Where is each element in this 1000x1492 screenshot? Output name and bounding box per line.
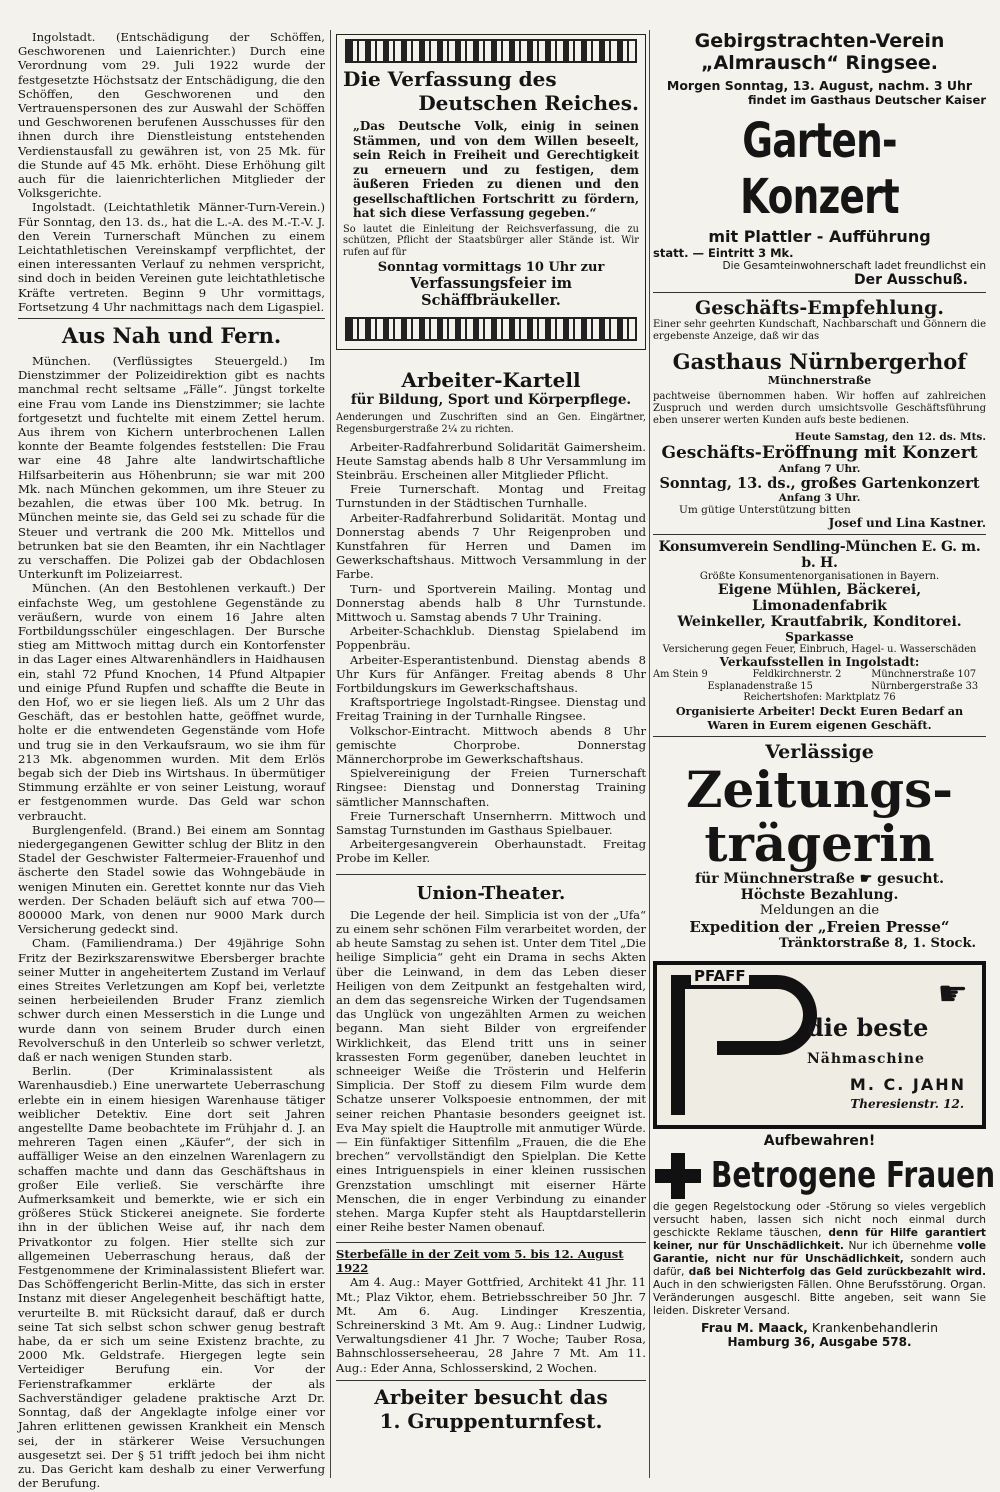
verein-date: Morgen Sonntag, 13. August, nachm. 3 Uhr xyxy=(666,78,973,93)
einladung-line: Die Gesamteinwohnerschaft ladet freundlichst ein xyxy=(722,260,986,272)
divider xyxy=(336,1380,646,1381)
article-ingolstadt-leichtathletik: Ingolstadt. (Leichtathletik Männer-Turn-Verein.) Für Sonntag, den 13. ds., hat die L.-A. des M.-T.-V. J. den Verein Turnerschaft München zu einem Leichtathletischen Vereinskampf verpflichtet, der einen interessanten Verlauf zu nehmen verspricht, sind doch in beiden Vereinen gute leichtathletische Kräfte vertreten. Beginn 9 Uhr vormittags, Fortsetzung 4 Uhr nachmittags nach dem Ligaspiel. xyxy=(18,200,325,314)
divider xyxy=(653,534,986,535)
betrogene-frauen-ad xyxy=(653,1132,996,1349)
list-item: Arbeiter-Schachklub. Dienstag Spielabend im Poppenbräu. xyxy=(336,624,646,653)
list-item: Turn- und Sportverein Mailing. Montag und Donnerstag abends halb 8 Uhr Turnstunde. Mittwoch u. Samstag abends 7 Uhr Training. xyxy=(336,581,646,625)
gesucht-line: für Münchnerstraße ☛ gesucht. xyxy=(695,870,944,887)
sterbefaelle-text: Am 4. Aug.: Mayer Gottfried, Architekt 41 Jhr. 11 Mt.; Plaz Viktor, ehem. Betriebsschreiber 50 Jhr. 7 Mt. Am 6. Aug. Lindinger Kreszentia, Schreinerskind 3 Mt. Am 9. Aug.: Lindner Ludwig, Verwaltungsdiener 41 Jhr. 7 Woche; Tauber Rosa, Bahnschlosserseheerau, 28 Jahre 7 Mt. Am 11. Aug.: Eder Anna, Schlosserskind, 2 Wochen. xyxy=(336,1275,646,1375)
list-item: Arbeiter-Esperantistenbund. Dienstag abends 8 Uhr Kurs für Anfänger. Freitag abends 8 Uhr Fortbildungskurs im Gewerkschaftshaus. xyxy=(336,652,646,696)
pacht-text: pachtweise übernommen haben. Wir hoffen auf zahlreichen Zuspruch und werden durch umsichtsvolle Geschäftsführung eben unserer werten Kunden aufs beste bedienen. xyxy=(653,391,986,426)
kartell-list xyxy=(336,440,646,866)
list-item: Feldkirchnerstr. 2 xyxy=(752,669,842,680)
list-item: Arbeiter-Radfahrerbund Solidarität. Montag und Donnerstag abends 7 Uhr Reigenproben und Kunstfahren für Herren und Damen im Gewerkschaftshaus. Mittwoch Versammlung in der Farbe. xyxy=(336,510,646,582)
divider xyxy=(653,736,986,737)
verein-place: findet im Gasthaus Deutscher Kaiser xyxy=(748,93,986,107)
article-muenchen-bestohlenen: München. (An den Bestohlenen verkauft.) Der einfachste Weg, um gestohlene Gegenstände zu veräußern, wurde von einem 16 Jahre alten Fortbildungsschüler eingeschlagen. Der Bursche stieg am Mittwoch mittag durch ein Kontorfenster in das Lager eines Altwarenhändlers in Haidhausen ein, stahl 72 Pfund Knochen, 14 Pfund Altpapier und einige Pfund Rupfen und schaffte die Beute in den Hof, wo er sie liegen ließ. Als um 2 Uhr das Geschäft, das er bestohlen hatte, geöffnet wurde, holte er die entwendeten Gegenstände vom Hofe und trug sie in den Verkaufsraum, wo sie ihm für 213 Mk. abgenommen wurden. Mit dem Erlös begab sich der Dieb ins Wirtshaus. In übermütiger Stimmung erzählte er von seiner Leistung, worauf er festgenommen wurde. Das Geld war schon verbraucht. xyxy=(18,581,325,823)
betrogene-frauen-title: Betrogene Frauen xyxy=(711,1155,996,1196)
ads-column-right xyxy=(653,30,996,1482)
kartell-subtitle: für Bildung, Sport und Körperpflege. xyxy=(350,392,632,408)
list-item: Reichertshofen: Marktplatz 76 xyxy=(743,692,896,703)
traegerin-headline: trägerin xyxy=(704,813,935,873)
verfassung-ad xyxy=(336,34,646,350)
expedition-address: Tränktorstraße 8, 1. Stock. xyxy=(779,935,976,951)
list-item: Volkschor-Eintracht. Mittwoch abends 8 Uhr gemischte Chorprobe. Donnerstag Männerchorprobe im Gewerkschaftshaus. xyxy=(336,723,646,767)
article-ingolstadt-schoeffen: Ingolstadt. (Entschädigung der Schöffen, Geschworenen und Laienrichter.) Durch eine Verordnung vom 29. Juli 1922 wurde der festgesetzte Höchstsatz der Entschädigung, die den Schöffen, den Geschworenen und den Vertrauenspersonen des zur Auswahl der Schöffen und Geschworenen berufenen Ausschusses für den ihnen durch ihre Dienstleistung entstehenden Verdienstausfall zu gewähren ist, von 25 Mk. für die Stunde auf 45 Mk. erhöht. Diese Erhöhung gilt auch für die laienrichterlichen Mitglieder der Volksgerichte. xyxy=(18,30,325,201)
eintritt-line: statt. — Eintritt 3 Mk. xyxy=(653,246,794,260)
kartell-note: Aenderungen und Zuschriften sind an Gen. Eingärtner, Regensburgerstraße 2¹⁄₄ zu richten. xyxy=(336,412,646,435)
organisiert-line-1: Organisierte Arbeiter! Deckt Euren Bedarf an xyxy=(675,703,964,718)
list-item: Freie Turnerschaft. Montag und Freitag Turnstunden in der Städtischen Turnhalle. xyxy=(336,482,646,511)
list-item: Münchnerstraße 107 xyxy=(871,669,977,680)
turnfest-line-2: 1. Gruppenturnfest. xyxy=(379,1408,603,1433)
kartell-title: Arbeiter-Kartell xyxy=(401,368,581,392)
union-theater-title: Union-Theater. xyxy=(416,882,566,904)
verfassung-title-2: Deutschen Reiches. xyxy=(418,91,639,115)
geschaefts-empfehlung-title: Geschäfts-Empfehlung. xyxy=(695,297,944,319)
verkaufsstellen-list xyxy=(653,669,986,704)
verkaufsstellen-title: Verkaufsstellen in Ingolstadt: xyxy=(719,655,920,669)
article-burglengenfeld: Burglengenfeld. (Brand.) Bei einem am Sonntag niedergegangenen Gewitter schlug der Blitz in den Stadel der Geschwister Faltermeier-Frauenhof und äscherte den Stadel sowie das Wohngebäude in wenigen Minuten ein. Gerettet konnte nur das Vieh werden. Der Schaden beläuft sich auf etwa 700—800000 Mark, von denen nur 9000 Mark durch Versicherung gedeckt sind. xyxy=(18,822,325,937)
betrogene-text: die gegen Regelstockung oder -Störung so vieles vergeblich versucht haben, lassen sich nicht noch einmal durch geschickte Reklame täuschen, denn für Hilfe garantiert keiner, nur für Unschädlichkeit. Nur ich übernehme volle Garantie, nicht nur für Unschädlichkeit, sondern auch dafür, daß bei Nichterfolg das Geld zurückbezahlt wird. Auch in den schwierigsten Fällen. Ohne Berufsstörung. Organ. Veränderungen ausgeschl. Bitte angeben, seit wann Sie leiden. Diskreter Versand. xyxy=(653,1200,987,1317)
sterbefaelle-title: Sterbefälle in der Zeit vom 5. bis 12. August 1922 xyxy=(336,1247,624,1276)
pfaff-naehmaschine: Nähmaschine xyxy=(807,1050,925,1067)
pfaff-p-bowl xyxy=(717,975,817,1055)
gasthaus-name: Gasthaus Nürnbergerhof xyxy=(672,349,967,374)
verein-title-2: „Almrausch“ Ringsee. xyxy=(701,52,938,74)
list-item: Spielvereinigung der Freien Turnerschaft Ringsee: Dienstag und Donnerstag Training sämtlicher Mannschaften. xyxy=(336,766,646,809)
list-item: Esplanadenstraße 15 xyxy=(707,680,813,692)
konsumverein-title: Konsumverein Sendling-München E. G. m. b. H. xyxy=(658,539,981,571)
garten-konzert-headline: Garten-Konzert xyxy=(740,113,899,225)
ausschuss-signature: Der Ausschuß. xyxy=(854,272,968,288)
verfassung-time: Sonntag vormittags 10 Uhr zur xyxy=(377,260,605,275)
organisiert-line-2: Waren in Eurem eigenen Geschäft. xyxy=(707,717,932,732)
plattler-line: mit Plattler - Aufführung xyxy=(708,227,931,246)
news-column-left xyxy=(18,30,325,1491)
heute-samstag: Heute Samstag, den 12. ds. Mts. xyxy=(795,431,986,443)
konsumverein-versicherung: Versicherung gegen Feuer, Einbruch, Hagel- u. Wasserschäden xyxy=(662,644,977,655)
ornament-border-bottom xyxy=(345,317,637,341)
section-heading: Aus Nah und Fern. xyxy=(61,323,282,349)
anfang-3: Anfang 3 Uhr. xyxy=(778,492,861,504)
divider xyxy=(336,874,646,875)
maack-address: Hamburg 36, Ausgabe 578. xyxy=(727,1334,912,1349)
list-item: Am Stein 9 xyxy=(653,669,708,680)
maack-line: Frau M. Maack, Krankenbehandlerin xyxy=(701,1319,938,1335)
article-cham: Cham. (Familiendrama.) Der 49jährige Sohn Fritz der Bezirkszarenswitwe Ebersberger brachte seiner Mutter in angeheitertem Zustand im Verlauf eines Streites Verletzungen am Kopf bei, verletzte seinen herbeieilenden Bruder Franz ziemlich schwer durch einen Messerstich in die Lunge und wurde dann von seinem Bruder durch einen Revolverschuß in den Unterleib so schwer verletzt, daß er nach wenigen Stunden starb. xyxy=(18,936,325,1065)
verlaessige: Verlässige xyxy=(765,740,874,763)
anfang-7: Anfang 7 Uhr. xyxy=(778,463,861,475)
list-item: Arbeitergesangverein Oberhaunstadt. Freitag Probe im Keller. xyxy=(336,837,646,866)
news-column-middle xyxy=(336,30,646,1482)
gasthaus-street: Münchnerstraße xyxy=(767,374,872,387)
article-muenchen-steuergeld: München. (Verflüssigtes Steuergeld.) Im Dienstzimmer der Polizeidirektion gibt es nachts manchmal recht seltsame „Fälle“. Jüngst torkelte eine Frau vom Lande ins Dienstzimmer; sie lachte fortgesetzt und fuchtelte mit einem Zettel herum. Aus ihrem von Kichern unterbrochenen Lallen konnte der Beamte folgendes feststellen: Die Frau war eine 48 Jahre alte landwirtschaftliche Hilfsarbeiterin aus Höhenbrunn; sie war mit 200 Mk. nach München gekommen, um ihre Steuer zu bezahlen, die etwas über 100 Mk. betrug. In München meinte sie, das Geld sei zu schade für die Steuer und vertrank die 200 Mk. Mittellos und betrunken bat sie den Beamten, ihr ein Nachtlager zu verschaffen. Die Polizei gab der Obdachlosen Unterkunft im Polizeiarrest. xyxy=(18,354,325,582)
pfaff-logo: PFAFF xyxy=(691,967,749,985)
union-theater-text: Die Legende der heil. Simplicia ist von der „Ufa“ zu einem sehr schönen Film verarbeitet worden, der ab heute Samstag zu sehen ist. Unter dem Titel „Die heilige Simplicia“ geht ein Drama in sechs Akten über die Leinwand, in dem das Leben dieser Heiligen von dem Zeitpunkt an festgehalten wird, an dem das segensreiche Wirken der Tugendsamen das Unglück von ungezählten Armen zu weichen begann. Man sieht Bilder von ergreifender Wirklichkeit, das Elend tritt uns in seiner krassesten Form gegenüber, daneben leuchtet in schneeiger Weiße die Trösterin und Helferin Simplicia. Der Stoff zu diesem Film wurde dem Schatze unserer Volkspoesie entnommen, der mit seiner reichen Phantasie besonders geeignet ist. Eva May spielt die Hauptrolle mit anmutiger Würde. — Ein fünfaktiger Sittenfilm „Frauen, die die Ehe brechen“ vervollständigt den Spielplan. Die Kette eines Intriguenspiels in einer kleinen russischen Grenzstation umschlingt mit eiserner Härte Menschen, die in enger Verbindung zu einander stehen. Marga Kupfer steht als Hauptdarstellerin einer Reihe bester Namen obenauf. xyxy=(336,907,646,1235)
divider xyxy=(653,292,986,293)
geschaefts-empfehlung-text: Einer sehr geehrten Kundschaft, Nachbarschaft und Gönnern die ergebenste Anzeige, daß wir das xyxy=(653,319,986,342)
red-cross-icon xyxy=(653,1151,703,1201)
pfaff-address: Theresienstr. 12. xyxy=(850,1096,964,1111)
pfaff-dealer: M. C. JAHN xyxy=(849,1074,966,1094)
bezahlung-line: Höchste Bezahlung. xyxy=(740,886,899,903)
konsumverein-weinkeller: Weinkeller, Krautfabrik, Konditorei. xyxy=(677,614,962,630)
verfassung-quote: „Das Deutsche Volk, einig in seinen Stämmen, und von dem Willen beseelt, sein Reich in Freiheit und Gerechtigkeit zu erneuern und zu festigen, dem äußeren Frieden zu dienen und den gesellschaftlichen Fortschritt zu fördern, hat sich diese Verfassung gegeben.“ xyxy=(353,119,639,220)
column-divider xyxy=(330,30,331,1478)
divider xyxy=(336,1242,646,1243)
pfaff-die-beste: die beste xyxy=(807,1012,929,1042)
list-item: Arbeiter-Radfahrerbund Solidarität Gaimersheim. Heute Samstag abends halb 8 Uhr Versammlung im Steinbräu. Erscheinen aller Mitglieder Pflicht. xyxy=(336,439,646,482)
unterstuetzung-line: Um gütige Unterstützung bitten xyxy=(679,504,851,516)
article-berlin: Berlin. (Der Kriminalassistent als Warenhausdieb.) Eine unerwartete Ueberraschung erlebte ein in einem hiesigen Warenhause tätiger weiblicher Detektiv. Eine dort seit Jahren angestellte Dame beobachtete im Frühjahr d. J. an mehreren Tagen einen „Käufer“, der sich in auffälliger Weise an den einzelnen Warenlagern zu schaffen machte und dann das Geschäftshaus in großer Eile verließ. Sie verschärfte ihre Aufmerksamkeit und bemerkte, wie er sich ein größeres Stück Stickerei aneignete. Sie forderte ihn in der üblichen Weise auf, ihr nach dem Privatkontor zu folgen. Hier stellte sich zur allgemeinen Ueberraschung heraus, daß der Festgenommene der Kriminalassistent Bliefert war. Das Schöffengericht Berlin-Mitte, das sich in erster Instanz mit dieser Angelegenheit beschäftigt hatte, verurteilte B. mit Rücksicht darauf, daß er durch seine Tat sich selbst schon schwer genug bestraft habe, da er sich um seine Existenz brachte, zu 2000 Mk. Geldstrafe. Hiergegen legte sein Verteidiger Berufung ein. Vor der Ferienstrafkammer erklärte der als Sachverständiger geladene praktische Arzt Dr. Sonntag, daß der Angeklagte infolge einer vor Jahren erlittenen gewissen Krankheit ein Mensch sei, der in stärkerer Weise Versuchungen ausgesetzt sei. Der § 51 trifft jedoch bei ihm nicht zu. Das Gericht kam deshalb zu einer Verwerfung der Berufung. xyxy=(18,1064,325,1491)
list-item: Nürnbergerstraße 33 xyxy=(871,680,979,692)
eroeffnung-title: Geschäfts-Eröffnung mit Konzert xyxy=(661,443,978,463)
aufbewahren: Aufbewahren! xyxy=(763,1132,876,1149)
verfassung-place: Verfassungsfeier im Schäffbräukeller. xyxy=(410,275,572,309)
konsumverein-subtitle: Größte Konsumentenorganisationen in Bayern. xyxy=(699,571,940,582)
verfassung-title-1: Die Verfassung des xyxy=(343,67,557,91)
konsumverein-muehlen: Eigene Mühlen, Bäckerei, Limonadenfabrik xyxy=(717,582,922,614)
verein-title-1: Gebirgstrachten-Verein xyxy=(694,30,945,52)
pfaff-ad xyxy=(653,961,986,1129)
turnfest-line-1: Arbeiter besucht das xyxy=(374,1384,608,1409)
expedition-line: Expedition der „Freien Presse“ xyxy=(689,917,950,936)
kastner-names: Josef und Lina Kastner. xyxy=(828,516,986,530)
zeitungs-headline: Zeitungs- xyxy=(686,759,953,819)
konsumverein-sparkasse: Sparkasse xyxy=(785,630,854,644)
column-divider xyxy=(649,30,650,1478)
list-item: Freie Turnerschaft Unsernherrn. Mittwoch und Samstag Turnstunden im Gasthaus Spielbauer. xyxy=(336,808,646,838)
list-item: Kraftsportriege Ingolstadt-Ringsee. Dienstag und Freitag Training in der Turnhalle Ringsee. xyxy=(336,695,646,724)
sonntag-gartenkonzert: Sonntag, 13. ds., großes Gartenkonzert xyxy=(659,475,980,492)
betrogene-header xyxy=(653,1151,996,1201)
pointing-hand-icon: ☛ xyxy=(937,973,968,1014)
meldungen-line: Meldungen an die xyxy=(759,902,880,918)
divider xyxy=(18,318,325,319)
ornament-border-top xyxy=(345,39,637,63)
verfassung-note: So lautet die Einleitung der Reichsverfassung, die zu schützen, Pflicht der Staatsbürger aller Stände ist. Wir rufen auf für xyxy=(343,223,639,258)
